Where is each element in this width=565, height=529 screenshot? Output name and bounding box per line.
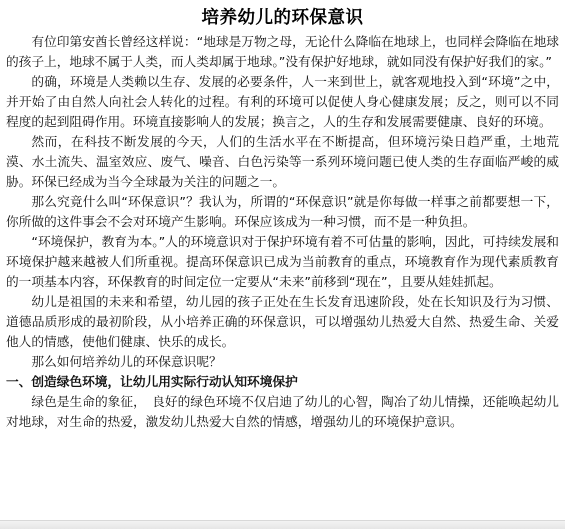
paragraph-question: 那么如何培养幼儿的环保意识呢？: [31, 354, 222, 369]
paragraph-environment: 的确，环境是人类赖以生存、发展的必要条件，人一来到世上，就客观地投入到“环境”之中，并开始了由自然人向社会人转化的过程。有利的环境可以促使人身心健康发展；反之，则可以不同程度的起到阻碍作用。环境直接影响人的发展；换言之，人的生存和发展需要健康、良好的环境。: [6, 74, 559, 129]
section-heading: 一、创造绿色环境，让幼儿用实际行动认知环境保护: [6, 374, 298, 389]
document-title: 培养幼儿的环保意识: [201, 8, 364, 28]
paragraph-pollution: 然而，在科技不断发展的今天，人们的生活水平在不断提高，但环境污染日趋严重，土地荒漠、水土流失、温室效应、废气、噪音、白色污染等一系列环境问题已使人类的生存面临严峻的威胁。环保已经成为当今全球最为关注的问题之一。: [6, 134, 559, 189]
paragraph-children: 幼儿是祖国的未来和希望，幼儿园的孩子正处在生长发育迅速阶段，处在长知识及行为习惯、道德品质形成的最初阶段，从小培养正确的环保意识，可以增强幼儿热爱大自然、热爱生命、关爱他人的情感，使他们健康、快乐的成长。: [6, 294, 559, 349]
paragraph-quote: 有位印第安酋长曾经这样说：“地球是万物之母，无论什么降临在地球上，也同样会降临在地球的孩子上，地球不属于人类，而人类却属于地球。”没有保护好地球，就如同没有保护好我们的家。”: [6, 34, 559, 69]
paragraph-education: “环境保护，教育为本。”人的环境意识对于保护环境有着不可估量的影响，因此，可持续发展和环境保护越来越被人们所重视。提高环保意识已成为当前教育的重点，环境教育作为现代素质教育的一项基本内容，环保教育的时间定位一定要从“未来”前移到“现在”，且要从娃娃抓起。: [6, 234, 559, 289]
paragraph-green-environment: 绿色是生命的象征， 良好的绿色环境不仅启迪了幼儿的心智，陶冶了幼儿情操，还能唤起幼儿对地球，对生命的热爱，激发幼儿热爱大自然的情感，增强幼儿的环境保护意识。: [6, 394, 559, 429]
bottom-shade-bar: [0, 520, 565, 529]
paragraph-definition: 那么究竟什么叫“环保意识”？我认为，所谓的“环保意识”就是你每做一样事之前都要想一下，你所做的这件事会不会对环境产生影响。环保应该成为一种习惯，而不是一种负担。: [6, 194, 559, 229]
